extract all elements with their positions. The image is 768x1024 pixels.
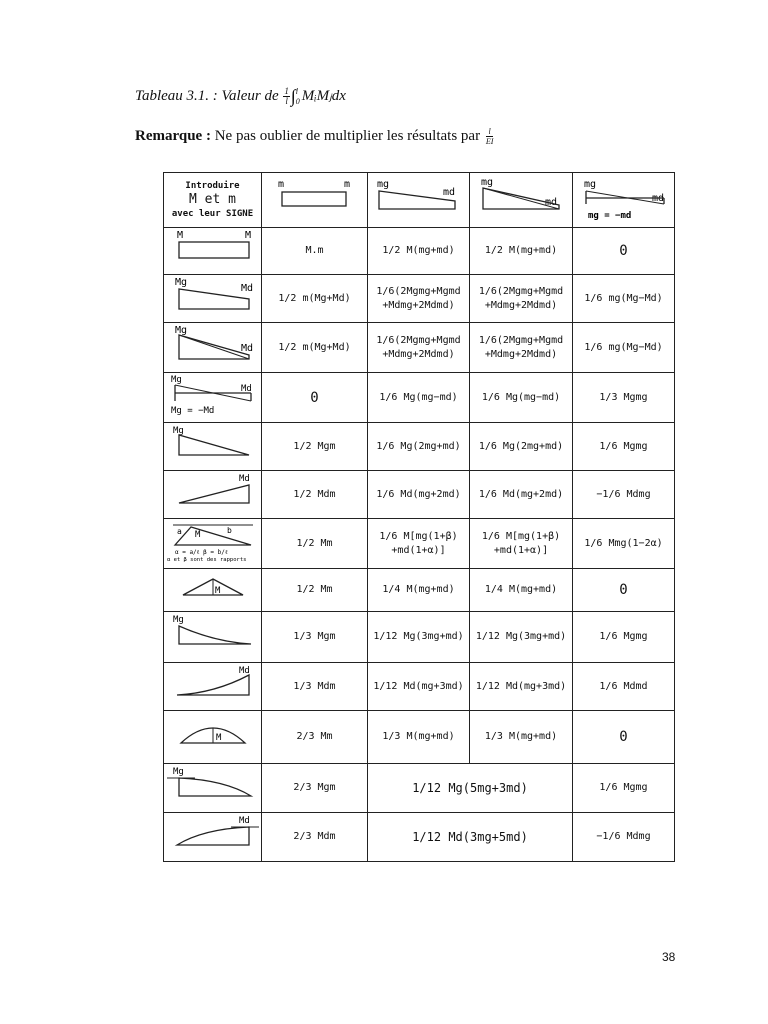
- diagram-antisymmetric: [574, 173, 674, 222]
- row1-diagram-cell: [164, 228, 262, 275]
- row12-label-left: Mg: [172, 767, 184, 777]
- header-intro-line3: avec leur SIGNE: [171, 209, 254, 219]
- diagram-triangle-ascending: [165, 471, 261, 513]
- row6-col1: 1/2 Mdm: [262, 471, 368, 519]
- row3-col1: 1/2 m(Mg+Md): [262, 323, 368, 373]
- row10-col3: 1/12 Md(mg+3md): [470, 663, 573, 711]
- row9-col4: 1/6 Mgmg: [573, 612, 675, 663]
- remark-fraction: [486, 127, 494, 146]
- row10-label-right: Md: [238, 666, 250, 676]
- row7-col2: 1/6 M[mg(1+β) +md(1+α)]: [368, 519, 470, 569]
- row9-col1: 1/3 Mgm: [262, 612, 368, 663]
- row4-col3: 1/6 Mg(mg−md): [470, 373, 573, 423]
- table-row: [164, 373, 675, 423]
- remark-frac-num: l: [486, 127, 494, 137]
- caption-frac-num: 1: [284, 86, 289, 97]
- row5-col4: 1/6 Mgmg: [573, 423, 675, 471]
- row4-label-left: Mg: [170, 375, 182, 385]
- table-row: [164, 228, 675, 275]
- remark-text: Ne pas oublier de multiplier les résultats par: [214, 127, 481, 144]
- row1-col2: 1/2 M(mg+md): [368, 228, 470, 275]
- diagram-parabola-concave-descending: [165, 764, 261, 807]
- caption-fraction: [283, 87, 290, 106]
- row12-col23: 1/12 Mg(5mg+3md): [368, 764, 573, 813]
- row12-col1: 2/3 Mgm: [262, 764, 368, 813]
- table-row: [164, 423, 675, 471]
- remark-frac-den: EI: [485, 137, 494, 146]
- diagram-triangle-symmetric: [165, 569, 261, 606]
- row13-col4: −1/6 Mdmg: [573, 813, 675, 862]
- row2-col4: 1/6 mg(Mg−Md): [573, 275, 675, 323]
- row6-label-right: Md: [238, 474, 250, 484]
- diagram-parabola-concave-ascending: [165, 813, 261, 856]
- remark-line: [135, 127, 493, 146]
- diagram-parabola-ascending: [165, 663, 261, 705]
- table-row: [164, 612, 675, 663]
- row3-col4: 1/6 mg(Mg−Md): [573, 323, 675, 373]
- row5-label-left: Mg: [172, 426, 184, 436]
- row6-diagram-cell: [164, 471, 262, 519]
- row4-diagram-cell: [164, 373, 262, 423]
- row13-col1: 2/3 Mdm: [262, 813, 368, 862]
- row6-col2: 1/6 Md(mg+2md): [368, 471, 470, 519]
- row4-col4: 1/3 Mgmg: [573, 373, 675, 423]
- row11-col1: 2/3 Mm: [262, 711, 368, 764]
- diagram-parabola-symmetric: [165, 711, 261, 758]
- diagram-triangle-left: [471, 173, 571, 222]
- row7-label-note: α et β sont des rapports: [166, 557, 246, 563]
- header-col4-diagram: [573, 173, 675, 228]
- row6-col3: 1/6 Md(mg+2md): [470, 471, 573, 519]
- header-intro-cell: [164, 173, 262, 228]
- table-row: [164, 711, 675, 764]
- row7-label-ratio: α = a/ℓ β = b/ℓ: [174, 549, 228, 556]
- table-header-row: [164, 173, 675, 228]
- row8-col1: 1/2 Mm: [262, 569, 368, 612]
- row11-col4: 0: [573, 711, 675, 764]
- row11-col2: 1/3 M(mg+md): [368, 711, 470, 764]
- row12-col4: 1/6 Mgmg: [573, 764, 675, 813]
- row3-label-right: Md: [240, 343, 253, 354]
- row4-label-right: Md: [240, 384, 252, 394]
- row5-col2: 1/6 Mg(2mg+md): [368, 423, 470, 471]
- row8-col3: 1/4 M(mg+md): [470, 569, 573, 612]
- caption-expression: MᵢMⱼdx: [301, 88, 346, 104]
- row6-col4: −1/6 Mdmg: [573, 471, 675, 519]
- row11-col3: 1/3 M(mg+md): [470, 711, 573, 764]
- header-col1-left: m: [277, 179, 284, 190]
- header-col3-left: mg: [481, 177, 494, 188]
- row11-diagram-cell: [164, 711, 262, 764]
- row2-label-left: Mg: [174, 277, 187, 288]
- row9-col3: 1/12 Mg(3mg+md): [470, 612, 573, 663]
- row2-col3: 1/6(2Mgmg+Mgmd +Mdmg+2Mdmd): [470, 275, 573, 323]
- row7-label-m: M: [194, 530, 200, 540]
- row7-label-a: a: [176, 527, 182, 536]
- row7-label-b: b: [226, 526, 232, 535]
- row13-diagram-cell: [164, 813, 262, 862]
- diagram-trapezoid: [165, 275, 261, 317]
- row1-col3: 1/2 M(mg+md): [470, 228, 573, 275]
- header-col3-diagram: [470, 173, 573, 228]
- table-row: [164, 813, 675, 862]
- row5-col1: 1/2 Mgm: [262, 423, 368, 471]
- header-col1-right: m: [343, 179, 350, 190]
- row7-diagram-cell: [164, 519, 262, 569]
- row7-col4: 1/6 Mmg(1−2α): [573, 519, 675, 569]
- row13-label-right: Md: [238, 816, 250, 826]
- header-col3-right: md: [545, 197, 558, 208]
- table-row: [164, 471, 675, 519]
- row10-col1: 1/3 Mdm: [262, 663, 368, 711]
- row1-col1: M.m: [262, 228, 368, 275]
- header-col4-note: mg = −md: [587, 211, 631, 221]
- row9-label-left: Mg: [172, 615, 184, 625]
- row2-diagram-cell: [164, 275, 262, 323]
- table-row: [164, 663, 675, 711]
- header-col4-left: mg: [583, 179, 596, 190]
- header-col4-right: md: [651, 193, 664, 204]
- header-col1-diagram: [262, 173, 368, 228]
- diagram-triangle-general: [165, 519, 261, 563]
- row10-col2: 1/12 Md(mg+3md): [368, 663, 470, 711]
- row7-col1: 1/2 Mm: [262, 519, 368, 569]
- table-row: [164, 519, 675, 569]
- integral-symbol: ∫: [290, 86, 296, 107]
- caption-frac-den: l: [285, 96, 288, 107]
- row8-col4: 0: [573, 569, 675, 612]
- row2-col2: 1/6(2Mgmg+Mgmd +Mdmg+2Mdmd): [368, 275, 470, 323]
- diagram-constant: [165, 228, 261, 269]
- row12-diagram-cell: [164, 764, 262, 813]
- row2-label-right: Md: [240, 283, 253, 294]
- row8-col2: 1/4 M(mg+md): [368, 569, 470, 612]
- page-number: 38: [662, 950, 676, 964]
- table-row: [164, 323, 675, 373]
- row11-label-m: M: [215, 733, 221, 743]
- row5-col3: 1/6 Mg(2mg+md): [470, 423, 573, 471]
- row4-col1: 0: [262, 373, 368, 423]
- table-row: [164, 569, 675, 612]
- remark-label: Remarque :: [135, 127, 211, 144]
- row1-col4: 0: [573, 228, 675, 275]
- row3-col3: 1/6(2Mgmg+Mgmd +Mdmg+2Mdmd): [470, 323, 573, 373]
- diagram-triangle-left: [165, 323, 261, 367]
- row9-col2: 1/12 Mg(3mg+md): [368, 612, 470, 663]
- diagram-triangle-descending: [165, 423, 261, 465]
- row8-label-m: M: [214, 586, 220, 596]
- table-row: [164, 764, 675, 813]
- row13-col23: 1/12 Md(3mg+5md): [368, 813, 573, 862]
- row10-diagram-cell: [164, 663, 262, 711]
- diagram-parabola-descending: [165, 612, 261, 657]
- integral-limits: [296, 87, 300, 107]
- row5-diagram-cell: [164, 423, 262, 471]
- caption-prefix: Tableau 3.1. : Valeur de: [135, 88, 279, 104]
- row1-label-right: M: [244, 230, 251, 241]
- diagram-constant: [264, 173, 366, 222]
- table-row: [164, 275, 675, 323]
- table-caption: [135, 86, 346, 107]
- row4-col2: 1/6 Mg(mg−md): [368, 373, 470, 423]
- header-col2-right: md: [442, 187, 455, 198]
- header-col2-left: mg: [376, 179, 389, 190]
- integral-lower: 0: [295, 96, 300, 106]
- row8-diagram-cell: [164, 569, 262, 612]
- header-intro-line2: M et m: [189, 192, 236, 207]
- row7-col3: 1/6 M[mg(1+β) +md(1+α)]: [470, 519, 573, 569]
- row2-col1: 1/2 m(Mg+Md): [262, 275, 368, 323]
- row3-col2: 1/6(2Mgmg+Mgmd +Mdmg+2Mdmd): [368, 323, 470, 373]
- header-col2-diagram: [368, 173, 470, 228]
- row10-col4: 1/6 Mdmd: [573, 663, 675, 711]
- row3-diagram-cell: [164, 323, 262, 373]
- row4-label-note: Mg = −Md: [170, 406, 214, 416]
- row1-label-left: M: [176, 230, 183, 241]
- row3-label-left: Mg: [174, 325, 187, 336]
- diagram-trapezoid: [369, 173, 469, 222]
- integral-table: [163, 172, 675, 862]
- row9-diagram-cell: [164, 612, 262, 663]
- integral-upper: l: [295, 86, 299, 96]
- header-intro-line1: Introduire: [185, 181, 240, 191]
- diagram-antisymmetric: [165, 373, 261, 417]
